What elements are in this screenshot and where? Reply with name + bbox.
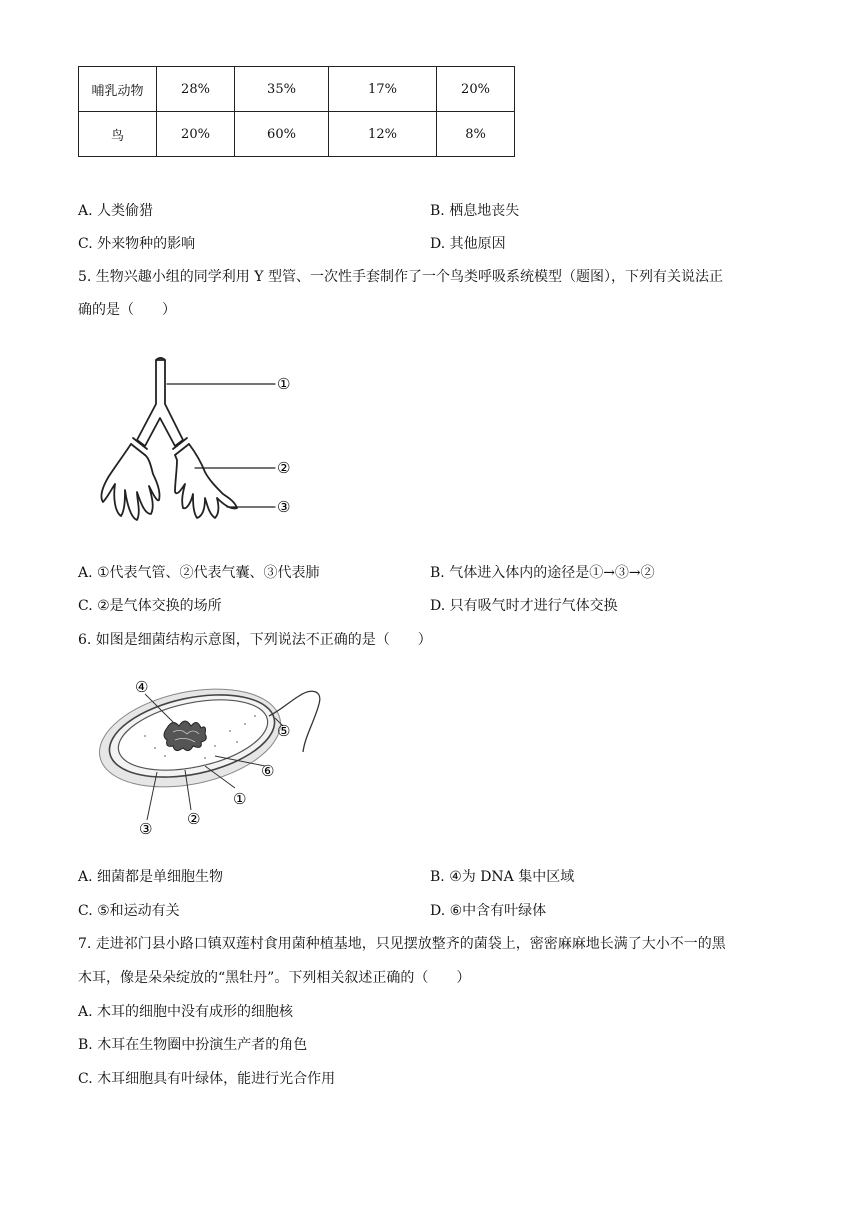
table-cell: 哺乳动物 [79, 67, 157, 112]
q6-option-a: A. 细菌都是单细胞生物 [78, 869, 224, 885]
q4-option-a: A. 人类偷猎 [78, 203, 154, 219]
label-3: ③ [139, 820, 153, 838]
bacteria-structure-figure [95, 676, 335, 838]
q7-option-c: C. 木耳细胞具有叶绿体，能进行光合作用 [78, 1071, 336, 1087]
table-cell: 20% [437, 67, 515, 112]
label-1: ① [233, 790, 247, 808]
q6-option-d: D. ⑥中含有叶绿体 [430, 903, 547, 919]
q7-option-b: B. 木耳在生物圈中扮演生产者的角色 [78, 1037, 308, 1053]
q5-stem-line1: 5. 生物兴趣小组的同学利用 Y 型管、一次性手套制作了一个鸟类呼吸系统模型（题图），下列有关说法正 [78, 269, 723, 285]
bird-respiratory-model-figure [95, 352, 305, 532]
q5-option-d: D. 只有吸气时才进行气体交换 [430, 598, 618, 614]
q4-option-c: C. 外来物种的影响 [78, 236, 196, 252]
table-cell: 8% [437, 112, 515, 157]
q5-option-c: C. ②是气体交换的场所 [78, 598, 222, 614]
table-cell: 12% [329, 112, 437, 157]
table-cell: 20% [157, 112, 235, 157]
table-cell: 35% [235, 67, 329, 112]
q4-option-d: D. 其他原因 [430, 236, 506, 252]
q5-option-b: B. 气体进入体内的途径是①→③→② [430, 565, 655, 581]
q6-stem: 6. 如图是细菌结构示意图，下列说法不正确的是（ ） [78, 632, 432, 648]
q4-option-b: B. 栖息地丧失 [430, 203, 520, 219]
label-1: ① [277, 375, 291, 393]
label-2: ② [187, 810, 201, 828]
table-cell: 17% [329, 67, 437, 112]
label-5: ⑤ [277, 722, 291, 740]
q6-option-c: C. ⑤和运动有关 [78, 903, 180, 919]
q7-stem-line2: 木耳，像是朵朵绽放的“黑牡丹”。下列相关叙述正确的（ ） [78, 970, 471, 986]
q7-stem-line1: 7. 走进祁门县小路口镇双莲村食用菌种植基地，只见摆放整齐的菌袋上，密密麻麻地长满了大小不一的黑 [78, 936, 726, 952]
label-4: ④ [135, 678, 149, 696]
q7-option-a: A. 木耳的细胞中没有成形的细胞核 [78, 1004, 294, 1020]
table-cell: 28% [157, 67, 235, 112]
table-cell: 60% [235, 112, 329, 157]
q5-option-a: A. ①代表气管、②代表气囊、③代表肺 [78, 565, 320, 581]
label-2: ② [277, 459, 291, 477]
table-row [79, 67, 515, 112]
q5-stem-line2: 确的是（ ） [78, 302, 176, 318]
q6-option-b: B. ④为 DNA 集中区域 [430, 869, 575, 885]
label-6: ⑥ [261, 762, 275, 780]
table-row [79, 112, 515, 157]
label-3: ③ [277, 498, 291, 516]
table-cell: 鸟 [79, 112, 157, 157]
data-table [78, 66, 515, 157]
